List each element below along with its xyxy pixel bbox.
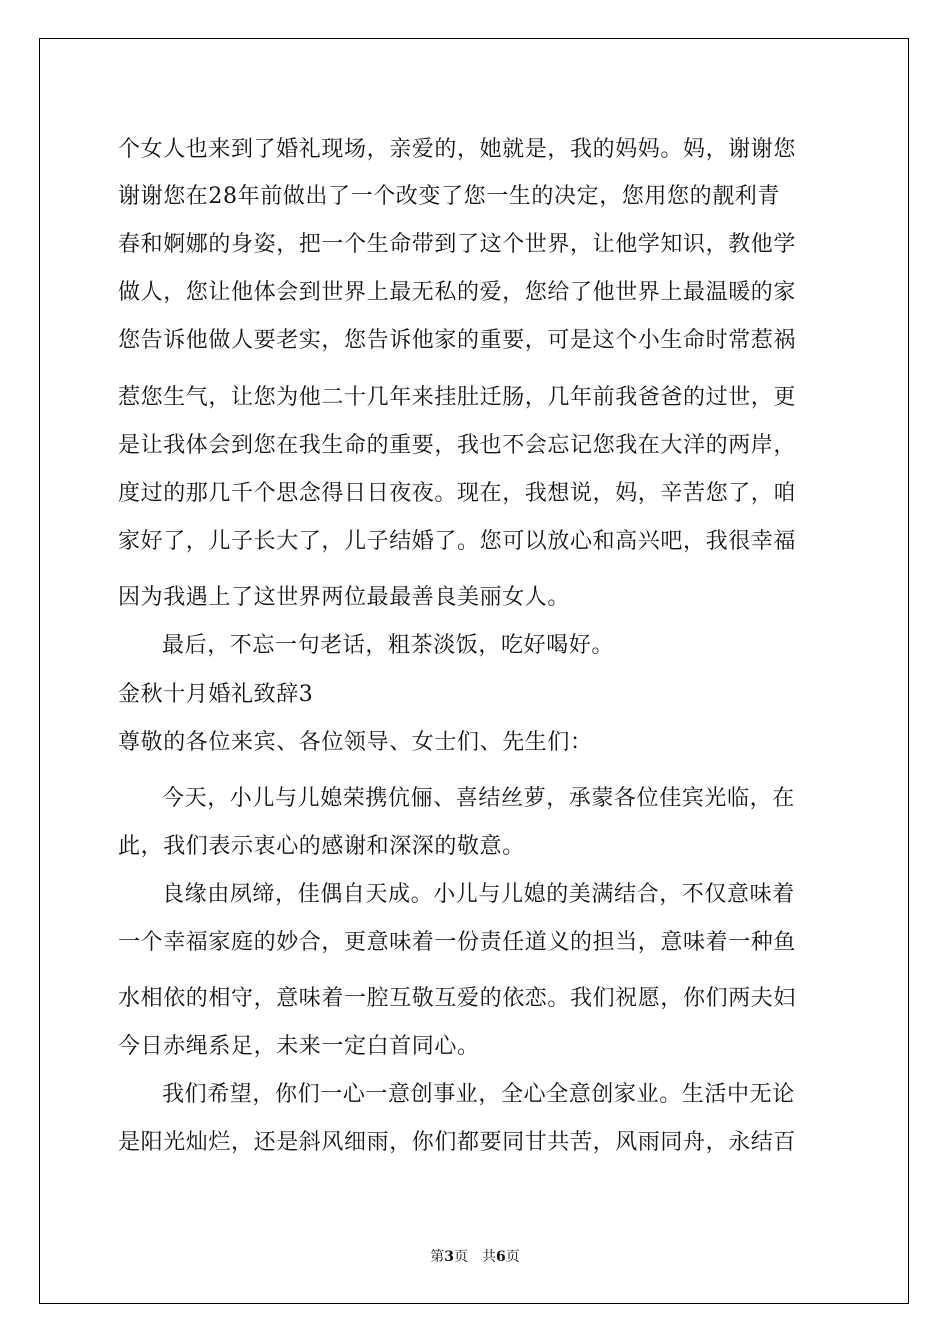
text-line: 家好了，儿子长大了，儿子结婚了。您可以放心和高兴吧，我很幸福 [118, 529, 797, 554]
page-footer [0, 1246, 950, 1266]
text-line: 因为我遇上了这世界两位最最善良美丽女人。 [118, 585, 571, 610]
text-line: 您告诉他做人要老实，您告诉他家的重要，可是这个小生命时常惹祸 [118, 328, 797, 353]
text-line: 良缘由夙缔，佳偶自天成。小儿与儿媳的美满结合，不仅意味着 [162, 882, 795, 907]
text-line: 一个幸福家庭的妙合，更意味着一份责任道义的担当，意味着一种鱼 [118, 930, 797, 955]
text-line: 谢谢您在28年前做出了一个改变了您一生的决定，您用您的靓利青 [118, 184, 780, 209]
text-line: 水相依的相守，意味着一腔互敬互爱的依恋。我们祝愿，你们两夫妇 [118, 986, 797, 1011]
text-line: 我们希望，你们一心一意创事业，全心全意创家业。生活中无论 [162, 1082, 795, 1107]
page-prefix: 第 [430, 1249, 445, 1265]
text-line: 个女人也来到了婚礼现场，亲爱的，她就是，我的妈妈。妈，谢谢您 [118, 137, 797, 162]
section-heading: 金秋十月婚礼致辞3 [118, 682, 314, 707]
salutation: 尊敬的各位来宾、各位领导、女士们、先生们： [118, 730, 593, 755]
page-suffix: 页 [505, 1249, 520, 1265]
text-line: 惹您生气，让您为他二十几年来挂肚迁肠，几年前我爸爸的过世，更 [118, 385, 797, 410]
text-line: 今日赤绳系足，未来一定白首同心。 [118, 1034, 480, 1059]
page-total: 6 [496, 1249, 506, 1265]
text-line: 是阳光灿烂，还是斜风细雨，你们都要同甘共苦，风雨同舟，永结百 [118, 1130, 797, 1155]
page-mid: 页 共 [454, 1249, 496, 1265]
text-line: 今天，小儿与儿媳荣携伉俪、喜结丝萝，承蒙各位佳宾光临，在 [162, 786, 795, 811]
text-line: 做人，您让他体会到世界上最无私的爱，您给了他世界上最温暖的家 [118, 280, 797, 305]
text-line: 是让我体会到您在我生命的重要，我也不会忘记您我在大洋的两岸， [118, 433, 797, 458]
page-current: 3 [444, 1249, 454, 1265]
text-line: 春和婀娜的身姿，把一个生命带到了这个世界，让他学知识，教他学 [118, 232, 797, 257]
text-line: 此，我们表示衷心的感谢和深深的敬意。 [118, 834, 525, 859]
text-line: 度过的那几千个思念得日日夜夜。现在，我想说，妈，辛苦您了，咱 [118, 481, 797, 506]
text-line: 最后，不忘一句老话，粗茶淡饭，吃好喝好。 [162, 633, 615, 658]
